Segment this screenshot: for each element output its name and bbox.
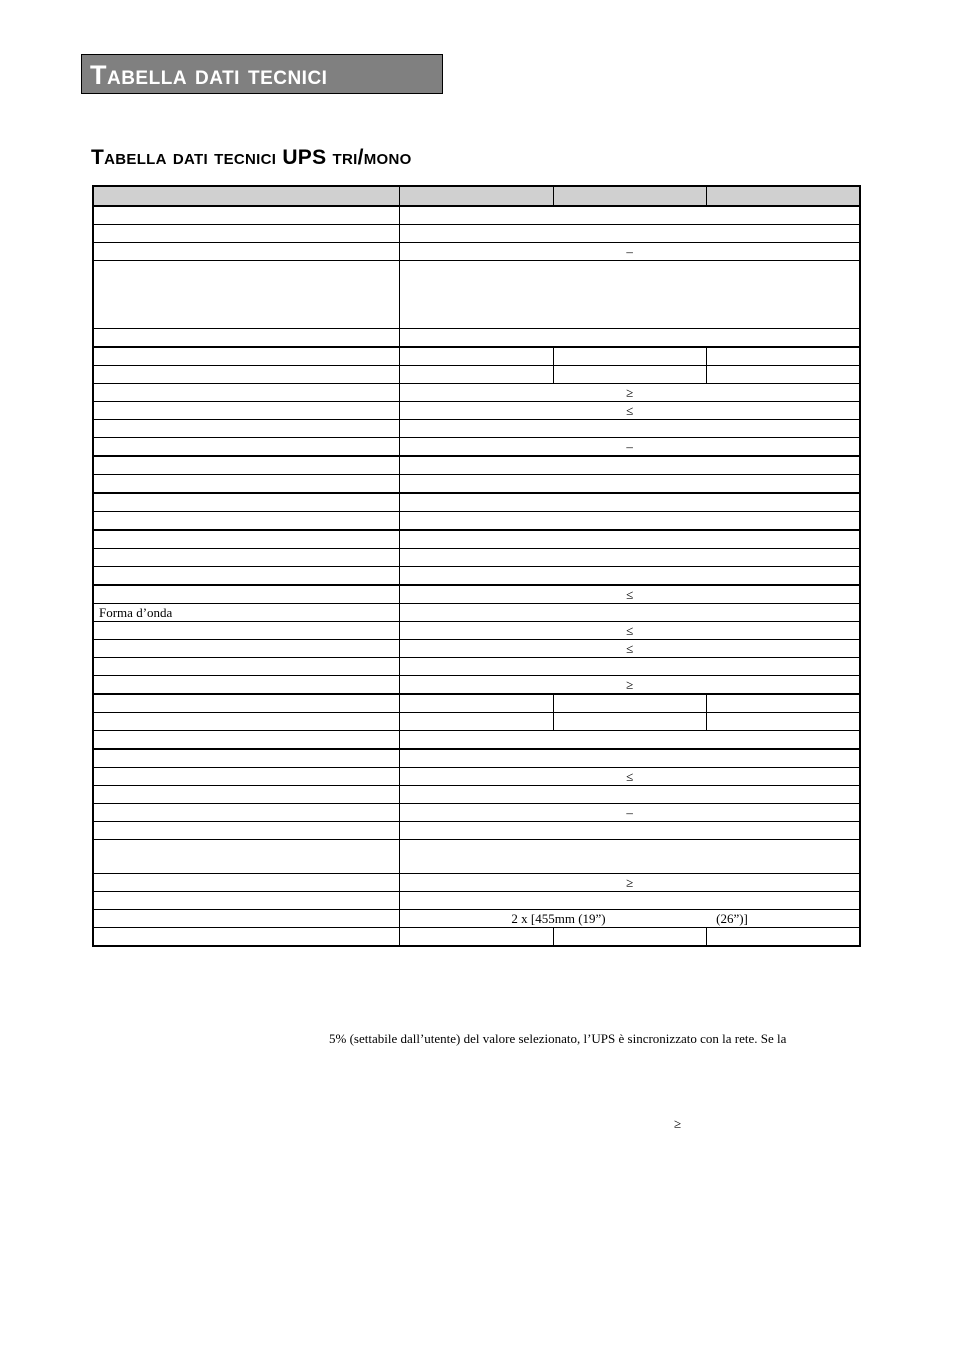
- row-label: [93, 928, 400, 947]
- header-cell: [93, 186, 400, 206]
- row-label: [93, 822, 400, 840]
- row-value: [400, 261, 860, 329]
- row-label: [93, 347, 400, 366]
- table-row: [93, 768, 860, 786]
- row-value: [707, 347, 860, 366]
- row-value: [400, 530, 860, 549]
- row-label: [93, 768, 400, 786]
- table-row: [93, 874, 860, 892]
- row-label: [93, 840, 400, 874]
- row-value: [400, 694, 553, 713]
- row-value: [707, 928, 860, 947]
- table-row: [93, 493, 860, 512]
- row-label: Forma d’onda: [93, 604, 400, 622]
- row-value: –: [400, 243, 860, 261]
- table-row: [93, 329, 860, 348]
- row-label: [93, 512, 400, 531]
- row-label: [93, 384, 400, 402]
- table-row: [93, 366, 860, 384]
- row-value: [553, 713, 706, 731]
- table-row: [93, 713, 860, 731]
- row-value: [707, 713, 860, 731]
- row-label: [93, 530, 400, 549]
- row-label: [93, 622, 400, 640]
- table-row: [93, 658, 860, 676]
- row-value: [400, 493, 860, 512]
- row-label: [93, 640, 400, 658]
- row-label: [93, 749, 400, 768]
- table-row: [93, 456, 860, 475]
- row-value: [400, 749, 860, 768]
- table-row: [93, 822, 860, 840]
- table-row: [93, 585, 860, 604]
- paragraph-symbol: ≥: [674, 1116, 682, 1131]
- table-row: [93, 840, 860, 874]
- row-value: [400, 206, 860, 225]
- table-row: [93, 420, 860, 438]
- row-value: [400, 420, 860, 438]
- table-row: [93, 676, 860, 695]
- row-label: [93, 475, 400, 494]
- table-header-row: [93, 186, 860, 206]
- table-row: [93, 530, 860, 549]
- table-row: [93, 438, 860, 457]
- table-row: [93, 928, 860, 947]
- row-label: [93, 731, 400, 750]
- table-row: [93, 475, 860, 494]
- row-value: [553, 347, 706, 366]
- row-value: [400, 512, 860, 531]
- row-value: [400, 713, 553, 731]
- header-cell: [553, 186, 706, 206]
- section-title: Tabella dati tecnici UPS tri/mono: [91, 146, 412, 169]
- row-value: [400, 329, 860, 348]
- row-value: [553, 366, 706, 384]
- row-value: [400, 366, 553, 384]
- table-row: [93, 892, 860, 910]
- row-label: [93, 402, 400, 420]
- paragraph-line: 5% (settabile dall’utente) del valore selezionato, l’UPS è sincronizzato con la rete. Se la: [329, 1031, 787, 1046]
- row-value: [707, 694, 860, 713]
- table-row: [93, 384, 860, 402]
- row-label: [93, 567, 400, 586]
- row-value: [400, 786, 860, 804]
- table-row: [93, 622, 860, 640]
- table-row: [93, 225, 860, 243]
- row-label: [93, 493, 400, 512]
- table-row: [93, 604, 860, 622]
- row-value: [400, 225, 860, 243]
- row-label: [93, 892, 400, 910]
- table-row: [93, 512, 860, 531]
- row-label: [93, 874, 400, 892]
- table-row: [93, 640, 860, 658]
- row-value: [707, 366, 860, 384]
- row-label: [93, 786, 400, 804]
- row-label: [93, 585, 400, 604]
- section-banner: Tabella dati tecnici: [81, 54, 443, 94]
- table-row: [93, 910, 860, 928]
- row-value: [400, 347, 553, 366]
- table-row: [93, 786, 860, 804]
- row-value: ≤: [400, 585, 860, 604]
- row-label: [93, 658, 400, 676]
- row-label: [93, 206, 400, 225]
- table-row: [93, 261, 860, 329]
- technical-data-table: [92, 185, 861, 947]
- table-row: [93, 804, 860, 822]
- row-label: [93, 438, 400, 457]
- row-value: [400, 567, 860, 586]
- row-value: [400, 658, 860, 676]
- row-value: ≤: [400, 768, 860, 786]
- row-value: [553, 928, 706, 947]
- row-label: [93, 676, 400, 695]
- table-row: [93, 567, 860, 586]
- row-label: [93, 420, 400, 438]
- row-label: [93, 243, 400, 261]
- table-row: [93, 347, 860, 366]
- row-label: [93, 910, 400, 928]
- row-value: [400, 822, 860, 840]
- row-value: [553, 694, 706, 713]
- row-label: [93, 713, 400, 731]
- row-value: [400, 731, 860, 750]
- row-value: [400, 604, 860, 622]
- row-value: [400, 475, 860, 494]
- header-cell: [707, 186, 860, 206]
- row-value: ≥: [400, 874, 860, 892]
- table-row: [93, 402, 860, 420]
- row-label: [93, 329, 400, 348]
- table-row: [93, 243, 860, 261]
- row-value: ≤: [400, 640, 860, 658]
- row-value: 2 x [455mm (19”) (26”)]: [400, 910, 860, 928]
- table-row: [93, 549, 860, 567]
- row-value: –: [400, 438, 860, 457]
- header-cell: [400, 186, 553, 206]
- row-value: [400, 892, 860, 910]
- row-label: [93, 694, 400, 713]
- table-row: [93, 731, 860, 750]
- table-row: [93, 694, 860, 713]
- row-value: ≥: [400, 676, 860, 695]
- table-row: [93, 206, 860, 225]
- row-value: ≥: [400, 384, 860, 402]
- row-value: [400, 549, 860, 567]
- row-label: [93, 804, 400, 822]
- row-label: [93, 225, 400, 243]
- row-value: [400, 928, 553, 947]
- row-value: [400, 456, 860, 475]
- table-row: [93, 749, 860, 768]
- row-label: [93, 549, 400, 567]
- row-value: [400, 840, 860, 874]
- row-label: [93, 366, 400, 384]
- row-value: –: [400, 804, 860, 822]
- row-label: [93, 456, 400, 475]
- row-label: [93, 261, 400, 329]
- row-value: ≤: [400, 402, 860, 420]
- row-value: ≤: [400, 622, 860, 640]
